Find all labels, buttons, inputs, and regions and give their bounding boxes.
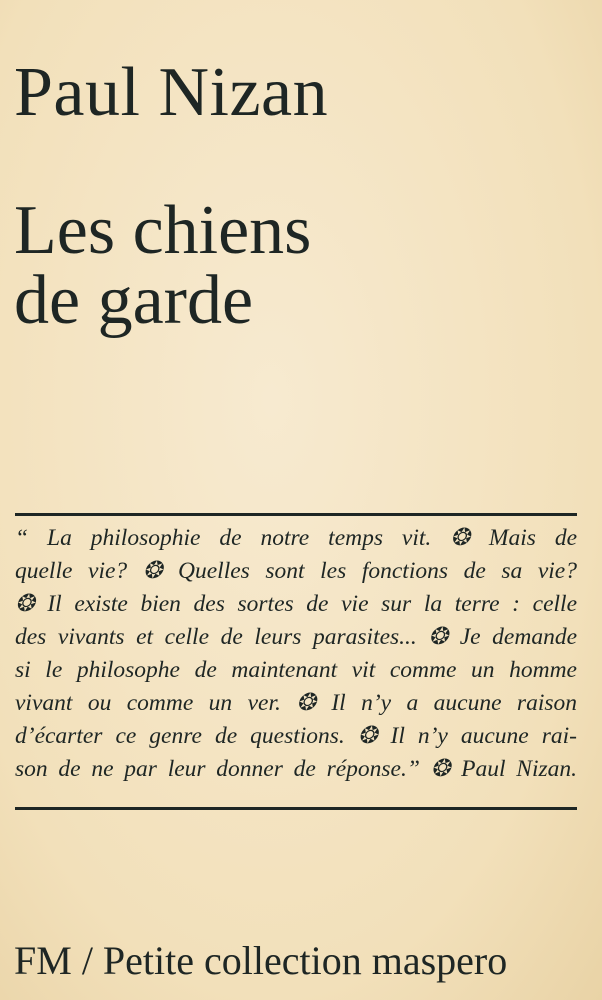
- quote-block: [15, 522, 577, 786]
- quote-line: “ La philosophie de notre temps vit. ❂ Mais de: [15, 525, 577, 551]
- title-line: de garde: [14, 262, 254, 339]
- top-rule: [15, 513, 577, 516]
- quote-line: son de ne par leur donner de réponse.” ❂ Paul Nizan.: [15, 756, 577, 782]
- quote-line: ❂ Il existe bien des sortes de vie sur la terre : celle: [15, 591, 577, 617]
- title-line: Les chiens: [14, 192, 312, 269]
- quote-line: quelle vie? ❂ Quelles sont les fonctions de sa vie?: [15, 558, 577, 584]
- author-name: Paul Nizan: [14, 54, 329, 131]
- publisher-footer: FM / Petite collection maspero: [14, 938, 508, 983]
- quote-line: si le philosophe de maintenant vit comme un homme: [15, 657, 577, 683]
- book-title: [14, 192, 312, 339]
- quote-line: vivant ou comme un ver. ❂ Il n’y a aucune raison: [15, 690, 577, 716]
- bottom-rule: [15, 807, 577, 810]
- quote-line: des vivants et celle de leurs parasites... ❂ Je demande: [15, 624, 577, 650]
- quote-line: d’écarter ce genre de questions. ❂ Il n’y aucune rai-: [15, 723, 577, 749]
